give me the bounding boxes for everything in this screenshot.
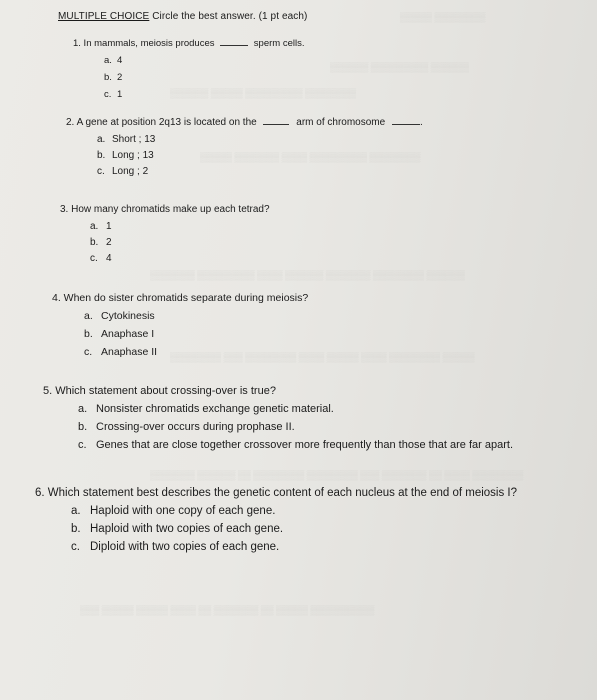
option-a[interactable] [71,505,517,517]
stem-text: sperm cells. [253,38,305,49]
option-letter: c. [84,346,93,358]
option-a[interactable] [97,134,423,145]
option-text: Haploid with one copy of each gene. [90,505,276,517]
option-c[interactable] [104,89,304,100]
option-a[interactable] [84,310,308,322]
option-text: 4 [106,253,112,264]
option-text: 1 [106,221,112,232]
question-1 [73,38,304,100]
option-letter: b. [90,237,99,248]
option-letter: b. [97,150,106,161]
option-b[interactable] [84,328,308,340]
option-text: Crossing-over occurs during prophase II. [96,421,295,433]
answer-blank[interactable] [263,124,289,125]
stem-text: arm of chromosome [296,117,386,128]
bleed-through-mark: ▒▒▒▒▒▒▒ ▒▒▒▒▒▒▒▒▒ ▒▒▒▒ ▒▒▒▒▒▒ ▒▒▒▒▒▒▒ ▒▒▒▒▒▒▒▒ ▒▒▒▒▒▒ [150,270,465,280]
option-letter: c. [90,253,98,264]
option-letter: a. [71,505,81,517]
stem-text: 2. A gene at position 2q13 is located on the [66,117,257,128]
option-text: Genes that are close together crossover more frequently than those that are far apart. [96,439,514,451]
question-stem [60,204,270,215]
bleed-through-mark: ▒▒▒▒▒▒▒▒ ▒▒▒ ▒▒▒▒▒▒▒▒ ▒▒▒▒ ▒▒▒▒▒ ▒▒▒▒ ▒▒▒▒▒▒▒▒ ▒▒▒▒▒ [170,352,475,362]
option-text: Long ; 2 [112,166,149,177]
question-stem [66,117,423,128]
option-text: Haploid with two copies of each gene. [90,523,284,535]
stem-text: 1. In mammals, meiosis produces [73,38,215,49]
bleed-through-mark: ▒▒▒ ▒▒▒▒▒ ▒▒▒▒▒ ▒▒▒▒ ▒▒ ▒▒▒▒▒▒▒ ▒▒ ▒▒▒▒▒ ▒▒▒▒▒▒▒▒▒▒ [80,605,375,615]
bleed-through-mark: ▒▒▒▒▒ ▒▒▒▒▒▒▒ ▒▒▒▒ ▒▒▒▒▒▒▒▒▒ ▒▒▒▒▒▒▒▒ [200,152,421,162]
option-letter: a. [97,134,106,145]
question-6 [35,487,517,553]
option-text: Nonsister chromatids exchange genetic material. [96,403,334,415]
stem-text: 5. Which statement about crossing-over is true? [43,385,276,397]
stem-text: . [419,117,423,128]
option-a[interactable] [90,221,270,232]
question-3 [60,204,270,264]
option-b[interactable] [71,523,517,535]
option-letter: c. [97,166,105,177]
option-c[interactable] [90,253,270,264]
option-c[interactable] [84,346,308,358]
option-letter: b. [71,523,81,535]
option-b[interactable] [78,421,513,433]
option-letter: a. [78,403,88,415]
option-letter: c. [104,89,112,100]
option-text: Anaphase II [101,346,158,358]
option-a[interactable] [78,403,513,415]
stem-text: 3. How many chromatids make up each tetrad? [60,204,270,215]
option-letter: a. [104,55,112,66]
option-letter: c. [71,541,80,553]
option-text: Long ; 13 [112,150,154,161]
option-letter: b. [78,421,88,433]
bleed-through-mark: ▒▒▒▒▒▒ ▒▒▒▒▒▒▒▒▒ ▒▒▒▒▒▒ [330,62,469,72]
option-letter: c. [78,439,87,451]
stem-text: 6. Which statement best describes the genetic content of each nucleus at the end of meiosis I? [35,487,518,499]
question-2 [66,117,423,177]
worksheet-header [58,11,307,22]
option-b[interactable] [104,72,304,83]
option-text: 1 [117,89,123,100]
question-stem [52,292,308,304]
answer-blank[interactable] [392,124,420,125]
bleed-through-mark: ▒▒▒▒▒▒ ▒▒▒▒▒ ▒▒▒▒▒▒▒▒▒ ▒▒▒▒▒▒▒▒ [170,88,357,98]
option-a[interactable] [104,55,304,66]
bleed-through-mark: ▒▒▒▒▒▒▒ ▒▒▒▒▒▒ ▒▒ ▒▒▒▒▒▒▒▒ ▒▒▒▒▒▒▒▒ ▒▒▒ ▒▒▒▒▒▒▒ ▒▒ ▒▒▒▒ ▒▒▒▒▒▒▒▒ [150,470,524,480]
question-stem [43,385,513,397]
section-instructions: Circle the best answer. (1 pt each) [152,11,308,22]
option-c[interactable] [71,541,517,553]
answer-blank[interactable] [220,45,248,46]
question-5 [43,385,513,451]
option-text: Diploid with two copies of each gene. [90,541,280,553]
stem-text: 4. When do sister chromatids separate during meiosis? [52,292,309,304]
option-b[interactable] [90,237,270,248]
option-b[interactable] [97,150,423,161]
option-text: Anaphase I [101,328,155,340]
option-text: 4 [117,55,123,66]
option-text: Cytokinesis [101,310,155,322]
option-letter: a. [90,221,99,232]
question-4 [52,292,308,358]
option-letter: b. [104,72,112,83]
section-title: MULTIPLE CHOICE [58,11,150,22]
bleed-through-mark: ▒▒▒▒▒ ▒▒▒▒▒▒▒▒ [400,12,486,22]
option-text: Short ; 13 [112,134,156,145]
question-stem [73,38,304,49]
option-letter: a. [84,310,93,322]
option-c[interactable] [78,439,513,451]
option-text: 2 [117,72,123,83]
question-stem [35,487,517,499]
option-text: 2 [106,237,112,248]
option-letter: b. [84,328,93,340]
option-c[interactable] [97,166,423,177]
